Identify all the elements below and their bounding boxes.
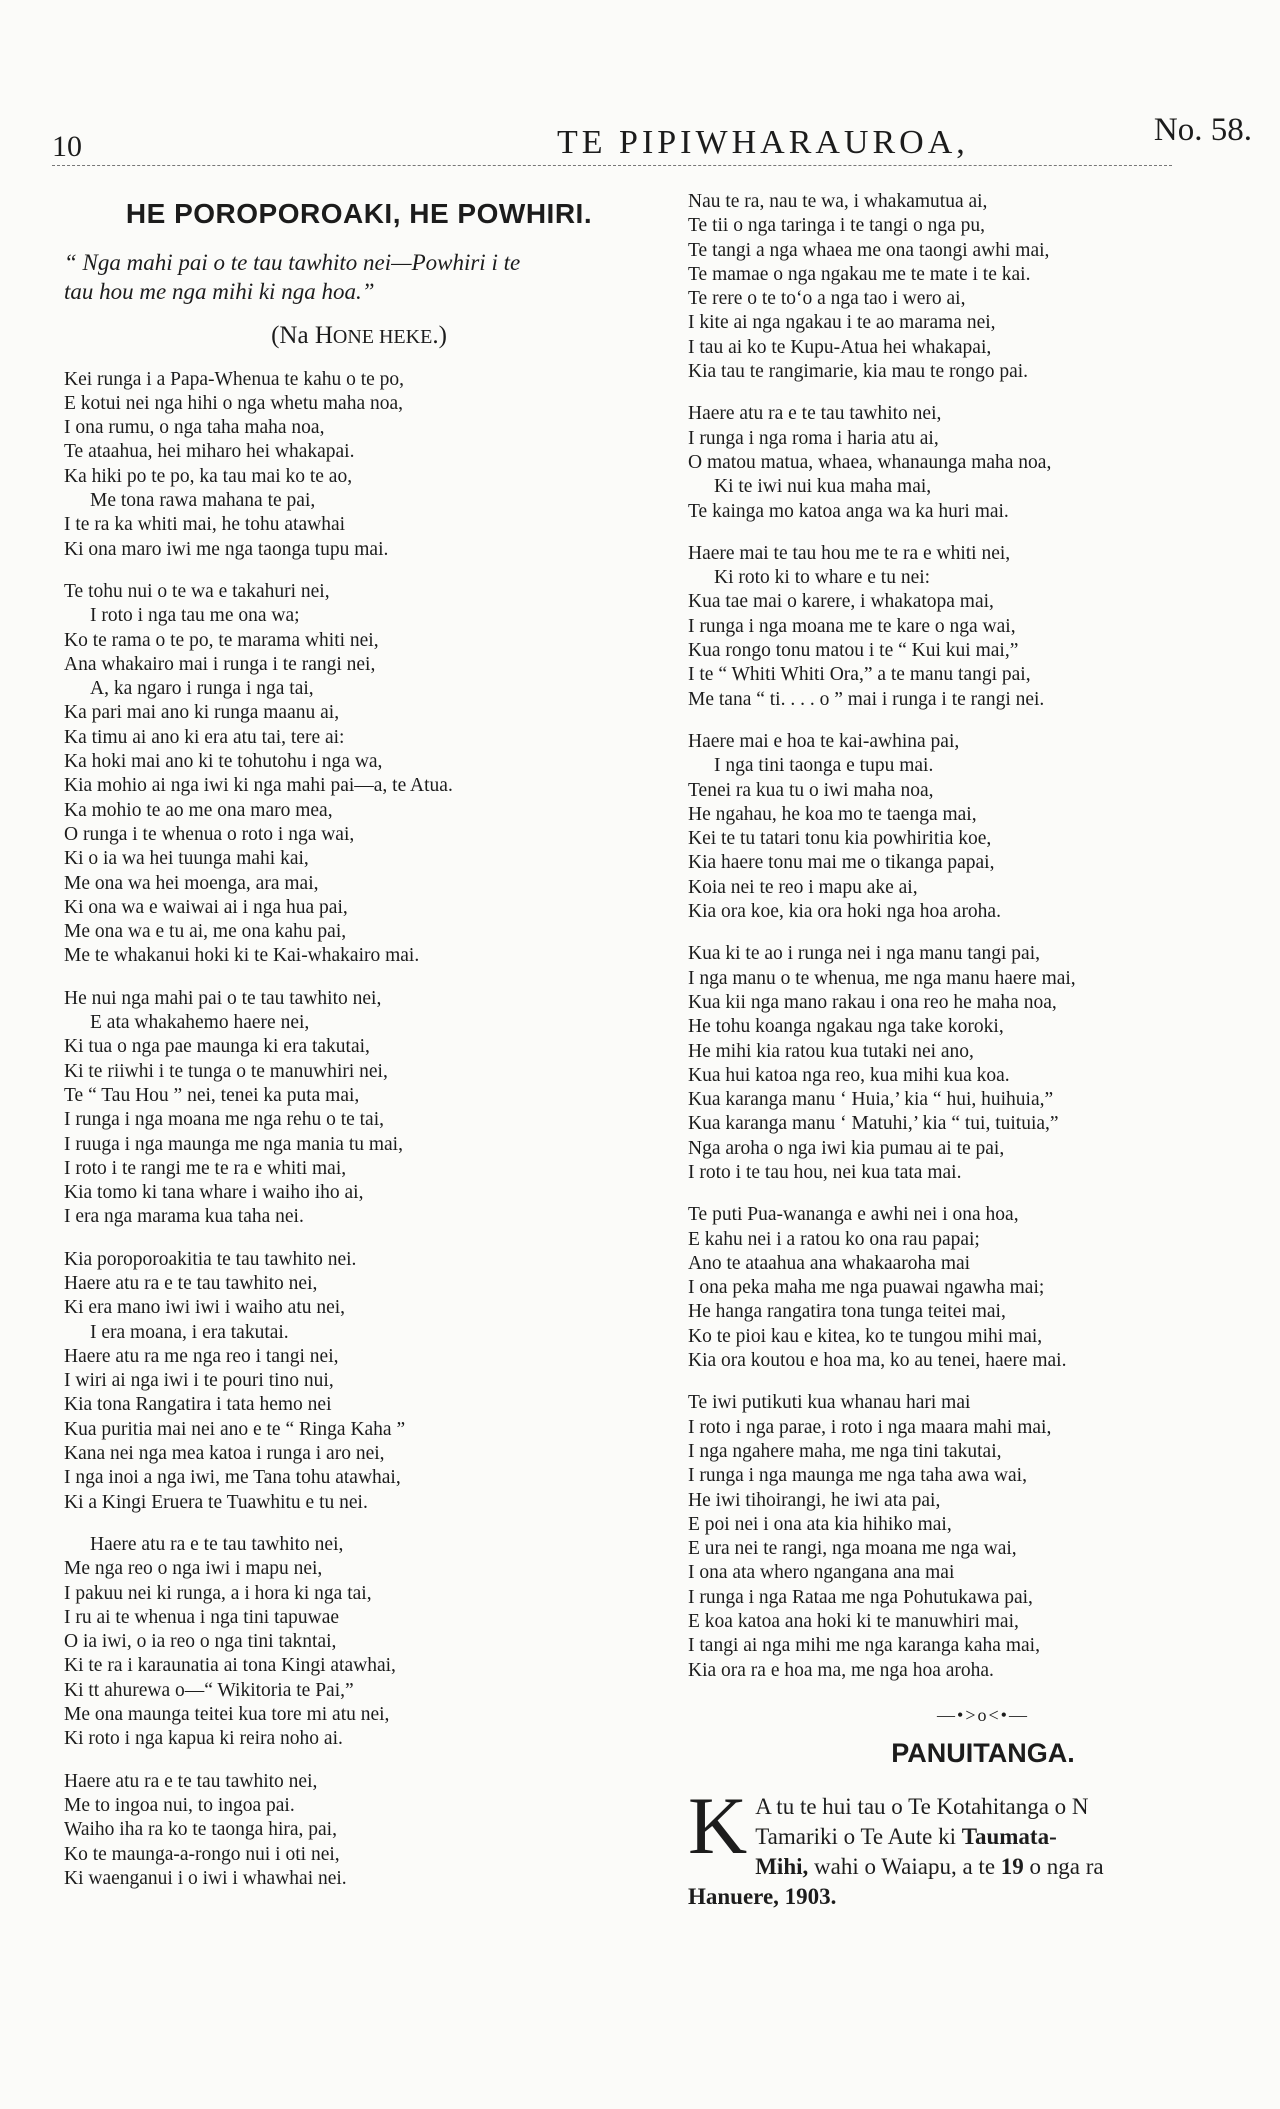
place-name: Taumata- — [961, 1823, 1057, 1849]
poem-line: Te tii o nga taringa i te tangi o nga pu, — [688, 215, 986, 237]
poem-line: I runga i nga Rataa me nga Pohutukawa pai, — [688, 1586, 1033, 1608]
stanza — [688, 1391, 1278, 1683]
poem-line: Ka timu ai ano ki era atu tai, tere ai: — [64, 726, 345, 748]
poem-line: He hanga rangatira tona tunga teitei mai, — [688, 1301, 1006, 1323]
poem-line: I era moana, i era takutai. — [90, 1321, 289, 1343]
poem-line: Haere atu ra e te tau tawhito nei, — [688, 403, 942, 425]
poem-line: I wiri ai nga iwi i te pouri tino nui, — [64, 1370, 334, 1392]
poem-line: E kahu nei i a ratou ko ona rau papai; — [688, 1228, 980, 1250]
poem-line: I nga inoi a nga iwi, me Tana tohu atawhai, — [64, 1467, 401, 1489]
poem-line: I tangi ai nga mihi me nga karanga kaha mai, — [688, 1635, 1040, 1657]
poem-line: O ia iwi, o ia reo o nga tini takntai, — [64, 1631, 337, 1653]
poem-line: Kia tau te rangimarie, kia mau te rongo pai. — [688, 361, 1029, 383]
issue-number: No. 58. — [1153, 112, 1252, 148]
poem-line: E poi nei i ona ata kia hihiko mai, — [688, 1513, 952, 1535]
poem-line: I ona peka maha me nga puawai ngawha mai; — [688, 1277, 1045, 1299]
poem-line: Ko te pioi kau e kitea, ko te tungou mihi mai, — [688, 1325, 1043, 1347]
poem-line: Te ataahua, hei miharo hei whakapai. — [64, 441, 355, 463]
poem-line: Ki a Kingi Eruera te Tuawhitu e tu nei. — [64, 1491, 368, 1513]
stanza — [688, 1203, 1278, 1373]
byline-post: .) — [432, 322, 447, 350]
poem-line: I runga i nga maunga me nga taha awa wai, — [688, 1465, 1027, 1487]
poem-line: Kia poroporoakitia te tau tawhito nei. — [64, 1248, 357, 1270]
poem-line: I ruuga i nga maunga me nga mania tu mai, — [64, 1133, 403, 1155]
poem-line: E ura nei te rangi, nga moana me nga wai, — [688, 1538, 1017, 1560]
notice-line — [688, 1822, 1278, 1852]
notice-line: A tu te hui tau o Te Kotahitanga o N — [755, 1793, 1089, 1819]
header-rule — [52, 165, 1172, 166]
poem-line: Kana nei nga mea katoa i runga i aro nei, — [64, 1443, 385, 1465]
poem-line: Waiho iha ra ko te taonga hira, pai, — [64, 1819, 337, 1841]
place-name-cont: Mihi, — [755, 1853, 809, 1879]
poem-line: Me nga reo o nga iwi i mapu nei, — [64, 1558, 323, 1580]
poem-line: I nga ngahere maha, me nga tini takutai, — [688, 1440, 1002, 1462]
poem-line: Te mamae o nga ngakau me te mate i te kai. — [688, 263, 1031, 285]
poem-line: I tau ai ko te Kupu-Atua hei whakapai, — [688, 336, 992, 358]
stanza — [688, 942, 1278, 1185]
poem-line: He tohu koanga ngakau nga take koroki, — [688, 1016, 1004, 1038]
poem-line: O matou matua, whaea, whanaunga maha noa, — [688, 451, 1052, 473]
stanza — [64, 1533, 654, 1752]
page-number: 10 — [52, 130, 82, 163]
poem-line: Ki tt ahurewa o—“ Wikitoria te Pai,” — [64, 1679, 354, 1701]
stanza — [64, 580, 654, 969]
notice-title: PANUITANGA. — [891, 1738, 1075, 1769]
poem-line: Ki era mano iwi iwi i waiho atu nei, — [64, 1297, 346, 1319]
epigraph-line: “ Nga mahi pai o te tau tawhito nei—Powhiri i te — [64, 250, 521, 276]
poem-line: I roto i te rangi me te ra e whiti mai, — [64, 1157, 347, 1179]
poem-line: I kite ai nga ngakau i te ao marama nei, — [688, 312, 996, 334]
poem-line: I ona rumu, o nga taha maha noa, — [64, 417, 325, 439]
notice-line — [688, 1882, 1278, 1912]
poem-line: Kua rongo tonu matou i te “ Kui kui mai,” — [688, 640, 1019, 662]
stanza — [64, 1770, 654, 1891]
left-column — [64, 190, 654, 1909]
poem-line: Te tohu nui o te wa e takahuri nei, — [64, 580, 330, 602]
poem-line: Te tangi a nga whaea me ona taongi awhi mai, — [688, 239, 1050, 261]
poem-line: Nga aroha o nga iwi kia pumau ai te pai, — [688, 1137, 1005, 1159]
poem-line: Me ona wa hei moenga, ara mai, — [64, 872, 319, 894]
poem-line: Kia tomo ki tana whare i waiho iho ai, — [64, 1182, 364, 1204]
poem-line: Ka pari mai ano ki runga maanu ai, — [64, 702, 340, 724]
poem-line: Me ona maunga teitei kua tore mi atu nei, — [64, 1704, 390, 1726]
poem-line: Kua hui katoa nga reo, kua mihi kua koa. — [688, 1064, 1010, 1086]
poem-line: Haere atu ra e te tau tawhito nei, — [64, 1272, 318, 1294]
poem-line: Kua kii nga mano rakau i ona reo he maha noa, — [688, 991, 1057, 1013]
date-month-year: Hanuere, 1903. — [688, 1883, 837, 1909]
notice-body — [688, 1779, 1278, 1912]
poem-line: I runga i nga moana me nga rehu o te tai, — [64, 1109, 385, 1131]
poem-left — [64, 368, 654, 1892]
poem-line: Ko te rama o te po, te marama whiti nei, — [64, 629, 379, 651]
poem-line: Kua karanga manu ‘ Huia,’ kia “ hui, huihuia,” — [688, 1089, 1054, 1111]
running-title: TE PIPIWHARAUROA, — [557, 124, 969, 161]
poem-line: Te puti Pua-wananga e awhi nei i ona hoa, — [688, 1204, 1019, 1226]
poem-line: Nau te ra, nau te wa, i whakamutua ai, — [688, 191, 988, 212]
stanza — [688, 190, 1278, 384]
date-day: 19 — [1000, 1853, 1024, 1879]
poem-line: Ki te ra i karaunatia ai tona Kingi atawhai, — [64, 1655, 396, 1677]
byline — [64, 324, 654, 349]
poem-line: Kia mohio ai nga iwi ki nga mahi pai—a, te Atua. — [64, 775, 453, 797]
poem-line: Me tona rawa mahana te pai, — [90, 490, 316, 512]
poem-line: I nga tini taonga e tupu mai. — [714, 755, 934, 777]
notice-line — [688, 1852, 1278, 1882]
poem-line: I te ra ka whiti mai, he tohu atawhai — [64, 514, 346, 536]
poem-line: Ka hiki po te po, ka tau mai ko te ao, — [64, 465, 353, 487]
poem-line: Ki ona maro iwi me nga taonga tupu mai. — [64, 538, 389, 560]
epigraph-line: tau hou me nga mihi ki nga hoa.” — [64, 279, 375, 305]
poem-line: I runga i nga roma i haria atu ai, — [688, 427, 939, 449]
poem-line: Ki waenganui i o iwi i whawhai nei. — [64, 1867, 347, 1889]
poem-line: He mihi kia ratou kua tutaki nei ano, — [688, 1040, 974, 1062]
poem-line: Haere atu ra e te tau tawhito nei, — [64, 1770, 318, 1792]
poem-line: Ka mohio te ao me ona maro mea, — [64, 799, 333, 821]
poem-line: I runga i nga moana me te kare o nga wai, — [688, 615, 1016, 637]
poem-line: He ngahau, he koa mo te taenga mai, — [688, 803, 977, 825]
poem-line: Kia ora ra e hoa ma, me nga hoa aroha. — [688, 1659, 994, 1681]
drop-cap: K — [688, 1779, 748, 1871]
poem-line: Kia ora koe, kia ora hoki nga hoa aroha. — [688, 901, 1001, 923]
notice-text: wahi o Waiapu, a te — [814, 1853, 996, 1879]
poem-line: I nga manu o te whenua, me nga manu haere mai, — [688, 967, 1076, 989]
poem-line: Haere atu ra me nga reo i tangi nei, — [64, 1345, 339, 1367]
poem-line: Ka hoki mai ano ki te tohutohu i nga wa, — [64, 751, 383, 773]
poem-right — [688, 190, 1278, 1683]
poem-line: Tenei ra kua tu o iwi maha noa, — [688, 779, 934, 801]
page-header — [52, 112, 1252, 162]
poem-line: He nui nga mahi pai o te tau tawhito nei, — [64, 987, 382, 1009]
stanza — [64, 368, 654, 562]
poem-line: Koia nei te reo i mapu ake ai, — [688, 876, 918, 898]
poem-line: I roto i nga parae, i roto i nga maara mahi mai, — [688, 1416, 1052, 1438]
poem-line: Kua karanga manu ‘ Matuhi,’ kia “ tui, tuituia,” — [688, 1113, 1059, 1135]
poem-line: Haere mai e hoa te kai-awhina pai, — [688, 730, 960, 752]
byline-name: ONE HEKE — [332, 326, 433, 349]
poem-line: Ki te riiwhi i te tunga o te manuwhiri nei, — [64, 1060, 388, 1082]
poem-line: Kua ki te ao i runga nei i nga manu tangi pai, — [688, 943, 1040, 965]
notice-text: Tamariki o Te Aute ki — [755, 1823, 956, 1849]
poem-line: Ki roto ki to whare e tu nei: — [714, 567, 931, 589]
poem-line: Ki roto i nga kapua ki reira noho ai. — [64, 1728, 343, 1750]
poem-line: Me to ingoa nui, to ingoa pai. — [64, 1794, 295, 1816]
poem-line: A, ka ngaro i runga i nga tai, — [90, 678, 314, 700]
poem-line: Te rere o te to‘o a nga tao i wero ai, — [688, 288, 966, 310]
poem-line: He iwi tihoirangi, he iwi ata pai, — [688, 1489, 941, 1511]
poem-line: Kua puritia mai nei ano e te “ Ringa Kaha ” — [64, 1418, 406, 1440]
poem-line: I roto i nga tau me ona wa; — [90, 605, 300, 627]
poem-line: I te “ Whiti Whiti Ora,” a te manu tangi pai, — [688, 664, 1031, 686]
poem-line: I ona ata whero ngangana ana mai — [688, 1562, 955, 1584]
poem-line: Ki tua o nga pae maunga ki era takutai, — [64, 1036, 370, 1058]
epigraph — [64, 248, 654, 306]
poem-line: Te kainga mo katoa anga wa ka huri mai. — [688, 500, 1009, 522]
poem-line: Kia haere tonu mai me o tikanga papai, — [688, 852, 995, 874]
stanza — [688, 542, 1278, 712]
poem-line: Me tana “ ti. . . . o ” mai i runga i te rangi nei. — [688, 688, 1045, 710]
poem-line: Me te whakanui hoki ki te Kai-whakairo mai. — [64, 945, 420, 967]
poem-line: O runga i te whenua o roto i nga wai, — [64, 823, 355, 845]
poem-line: Ki ona wa e waiwai ai i nga hua pai, — [64, 896, 348, 918]
poem-line: Ki o ia wa hei tuunga mahi kai, — [64, 848, 309, 870]
right-column — [688, 190, 1278, 1912]
poem-line: Me ona wa e tu ai, me ona kahu pai, — [64, 921, 347, 943]
poem-line: Kia tona Rangatira i tata hemo nei — [64, 1394, 332, 1416]
poem-line: Ko te maunga-a-rongo nui i oti nei, — [64, 1843, 340, 1865]
stanza — [688, 730, 1278, 924]
poem-line: Kua tae mai o karere, i whakatopa mai, — [688, 591, 994, 613]
poem-line: Kei runga i a Papa-Whenua te kahu o te po, — [64, 368, 405, 390]
poem-line: E koa katoa ana hoki ki te manuwhiri mai, — [688, 1611, 1019, 1633]
stanza — [688, 402, 1278, 523]
byline-pre: (Na H — [271, 322, 333, 350]
poem-line: Haere atu ra e te tau tawhito nei, — [90, 1533, 344, 1555]
notice-text: o nga ra — [1029, 1853, 1104, 1879]
poem-line: I roto i te tau hou, nei kua tata mai. — [688, 1161, 962, 1183]
stanza — [64, 1248, 654, 1515]
poem-line: E ata whakahemo haere nei, — [90, 1012, 310, 1034]
poem-line: Kia ora koutou e hoa ma, ko au tenei, haere mai. — [688, 1350, 1067, 1372]
poem-line: Haere mai te tau hou me te ra e whiti nei, — [688, 542, 1011, 564]
poem-line: I pakuu nei ki runga, a i hora ki nga tai, — [64, 1582, 372, 1604]
poem-line: E kotui nei nga hihi o nga whetu maha noa, — [64, 392, 404, 414]
poem-line: Te “ Tau Hou ” nei, tenei ka puta mai, — [64, 1084, 360, 1106]
poem-line: Kei te tu tatari tonu kia powhiritia koe, — [688, 828, 992, 850]
poem-line: Ana whakairo mai i runga i te rangi nei, — [64, 653, 376, 675]
poem-line: I ru ai te whenua i nga tini tapuwae — [64, 1606, 340, 1628]
poem-line: Ki te iwi nui kua maha mai, — [714, 476, 932, 498]
poem-line: I era nga marama kua taha nei. — [64, 1206, 304, 1228]
stanza — [64, 987, 654, 1230]
ornament-divider: —•>o<•— — [937, 1704, 1029, 1725]
poem-line: Te iwi putikuti kua whanau hari mai — [688, 1392, 971, 1414]
poem-line: Ano te ataahua ana whakaaroha mai — [688, 1252, 971, 1274]
article-title: HE POROPOROAKI, HE POWHIRI. — [125, 198, 593, 229]
